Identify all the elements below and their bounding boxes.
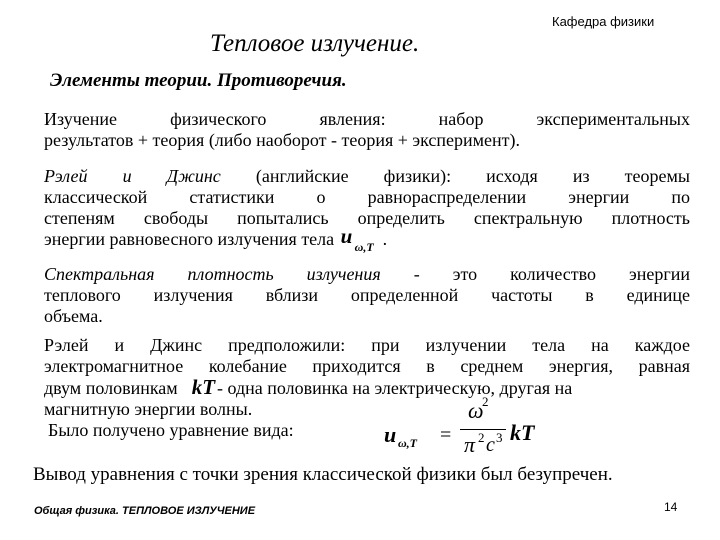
equation-equals: = [440,424,452,446]
paragraph-2-line-3: степеням свободы попытались определить спектральную плотность [44,208,690,228]
paragraph-4-line-2: электромагнитное колебание приходится в среднем энергия, равная [44,356,690,376]
spectral-density-symbol [339,224,383,254]
paragraph-4-line-4: магнитную энергии волны. [44,399,253,419]
paragraph-2-line-2: классической статистики о равнораспределении энергии по [44,187,690,207]
spectral-density-italic: Спектральная плотность излучения [44,264,381,284]
paragraph-4-line-3-b: - одна половинка на электрическую, другая на [217,378,573,398]
rayleigh-jeans-equation [384,394,544,468]
paragraph-4-line-3 [44,377,690,399]
u-symbol: u [340,224,353,248]
department-label: Кафедра физики [552,14,655,29]
paragraph-2-line-1 [44,166,690,187]
equation-c: c [486,434,495,456]
paragraph-1 [44,109,690,151]
equation-u: u [384,422,397,447]
equation-pi: π [464,432,476,457]
page-number: 14 [664,500,678,514]
rayleigh-jeans-italic: Рэлей и Джинс [44,166,221,186]
equation-u-subscript: ω,T [398,436,418,450]
paragraph-3 [44,264,690,327]
paragraph-4-line-5: Было получено уравнение вида: [48,420,294,440]
kt-symbol: kT [191,375,216,399]
equation-pi-exponent: 2 [478,430,485,445]
paragraph-3-line-3: объема. [44,306,103,326]
paragraph-2-line-4-end: . [382,229,388,249]
paragraph-4-line-3-a: двум половинкам [44,378,178,398]
equation-c-exponent: 3 [496,430,503,445]
footer-course-title: Общая физика. ТЕПЛОВОЕ ИЗЛУЧЕНИЕ [34,505,256,517]
paragraph-1-line-2: результатов + теория (либо наоборот - теория + эксперимент). [44,130,521,150]
u-subscript: ω,T [354,240,374,254]
slide-title: Тепловое излучение. [210,30,420,57]
equation-omega: ω [468,398,484,423]
paragraph-2-line-1-rest: (английские физики): исходя из теоремы [255,166,691,186]
slide-subtitle: Элементы теории. Противоречия. [50,70,347,91]
equation-kt: kT [510,420,535,445]
paragraph-1-line-1: Изучение физического явления: набор экспериментальных [44,109,690,129]
equation-omega-exponent: 2 [482,394,489,409]
paragraph-2 [44,166,691,254]
paragraph-3-line-1-rest: - это количество энергии [413,264,690,284]
paragraph-3-line-2: теплового излучения вблизи определенной частоты в единице [44,285,690,305]
paragraph-2-line-4 [44,224,690,254]
conclusion-text: Вывод уравнения с точки зрения классической физики был безупречен. [33,464,613,485]
paragraph-4-line-1: Рэлей и Джинс предположили: при излучении тела на каждое [44,335,690,355]
paragraph-2-line-4-text: энергии равновесного излучения тела [44,229,335,249]
paragraph-3-line-1 [44,264,690,285]
paragraph-4 [44,335,690,441]
